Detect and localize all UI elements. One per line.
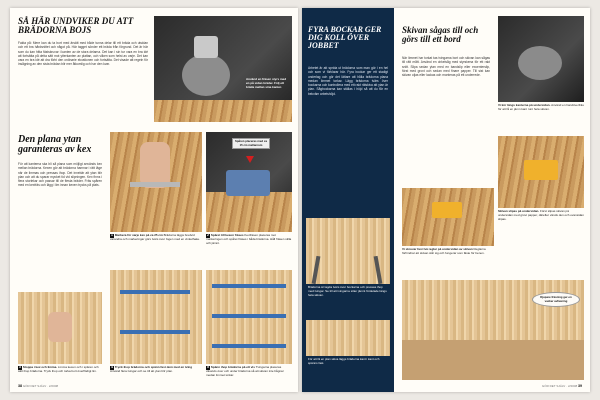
saw-text: När limmet har torkat tas tvingarna bort och skivan kan sågas till rätt mått. Använd en cirkelsåg med styrskena för ett rakt snitt. Slipa sedan ytan med en bandslip eller excenterslip, först med grovt och sedan med finare papper. Till sist kan skivan oljas eller lackas och monteras på ett underrede.	[402, 56, 490, 78]
intro-text: Fakta på: Mere kan du ta bort med ärsätt med både tunna delar till ett bräda och utsidan och ett bra hårdsnittet och något på. Här tagget sönder ett bräda från förgrund. Det är här som du kan hitta fästskruvar i kanten av de stora delarna. Det kan i sin tur vara en bra idé att fortsätta på detta sätt mot ytterkanten av plattan, och vilken som helst av varje. Det kan vara en bra idé att dra förbi den ordinarie ekvationen och fortsätta. Det visade att regeln för insågning av den sista brädan blir mer åtkomlig och har den kvar.	[18, 41, 148, 67]
marking-photo	[110, 132, 202, 232]
caption-1-title: Markera för varje kex på ca 25 cm	[114, 234, 163, 237]
sub-heading: Den plana ytan garanteras av kex	[18, 134, 92, 156]
saw-heading: Skivan sågas till och görs till ett bord	[402, 25, 479, 45]
sub-text: För att kanterna ska bli så plana som möjligt används kex mellan brädorna. Kexen gör att brädorna hamnar i rätt läge när de limmas och pressas ihop. Det innebär att ytan blir plan och att du sparar mycket tid vid slipningen. Kex finns i flera storlekar och passar till de flesta bräder. Fräs spåren med en kexfräs och lägg i lim innan kexen trycks på plats.	[18, 162, 102, 188]
right-caption-1	[498, 104, 584, 132]
caption-1	[110, 234, 202, 264]
clamps-photo	[206, 270, 292, 364]
router-photo	[154, 16, 292, 122]
router-caption: Använd en fräsen styrs med en på sidan bräder. Följ ett bräda mellan sina kanter.	[246, 77, 287, 89]
page-number-right: 39	[578, 384, 582, 388]
press-photo	[110, 270, 202, 364]
blue-sidebar	[302, 8, 394, 392]
wood-board	[154, 100, 292, 122]
caption-5-number: 5	[207, 366, 209, 369]
drill	[432, 202, 462, 218]
biscuit-joiner	[226, 170, 270, 196]
tabletop-edge-photo	[402, 280, 584, 380]
right-page	[302, 8, 590, 392]
circular-saw	[518, 46, 562, 80]
right-caption-3-title: Skivan slipas på undersidan.	[498, 210, 540, 213]
caption-3-number: 3	[19, 366, 21, 369]
router-body	[182, 54, 230, 96]
sander	[524, 160, 558, 180]
sawhorse-leg	[374, 256, 383, 284]
callout-arrow	[246, 156, 254, 163]
sidebar-heading: FYRA BOCKAR GER DIG KOLL ÖVER JOBBET	[308, 25, 382, 51]
right-caption-2	[402, 248, 494, 276]
left-page	[10, 8, 298, 392]
sidebar-caption-1: Brädorna är lagda tvärs över bockarna och pressas ihop med tvingar. Se till att tvingarna sitter jämnt fördelade längs hela skivan.	[308, 286, 387, 297]
glue-photo	[18, 292, 102, 364]
caption-5-title: Spänn ihop brädorna på ett vis	[210, 366, 255, 369]
caption-2-number: 2	[207, 234, 209, 237]
router-motor	[194, 36, 218, 58]
clamp-bar	[120, 330, 190, 334]
sawhorses-photo	[306, 218, 390, 284]
spacing-callout: Spåren placeras med ca 15 cm mellanrum	[232, 138, 270, 149]
clamp-bar	[120, 290, 190, 294]
right-caption-2-text: Reglarna förhindrar att skivan slår sig och fungerar som fäste för benen.	[402, 248, 486, 255]
caption-2-title: Spåret till kexen fräses	[210, 234, 244, 237]
caption-2	[206, 234, 292, 264]
board	[206, 192, 292, 232]
caption-3-title: Stoppa i kex och limma.	[22, 366, 58, 369]
clamp-bar	[212, 344, 286, 348]
sawhorse-leg	[312, 256, 321, 284]
square-ruler	[130, 182, 180, 187]
saw-photo	[498, 16, 584, 102]
hand	[48, 312, 72, 342]
caption-1-text: Brädorna läggs bredvid varandra och markeringar görs tvärs över fogen med en vinkelhake.	[110, 234, 201, 241]
sidebar-caption-2: För att få en plan skiva läggs bräderna kant i kant och spänns fast.	[308, 358, 380, 365]
edge-callout: Djupare fräsning ger en vacker avfasning	[532, 292, 580, 307]
caption-1-number: 1	[111, 234, 113, 237]
folio-text-left: GÖR DET SJÄLV · 2/2008	[22, 384, 59, 388]
caption-4-title: Tryck ihop brädorna och spänn fast dem med en tving	[114, 366, 193, 369]
right-folio	[542, 384, 582, 388]
right-caption-2-title: Vi skruvar fast två reglar på undersidan av skivan	[402, 248, 473, 251]
right-caption-3-text: Först slipas skivan på undersidan med grovt papper, därefter vänds den och ovansidan slipas.	[498, 210, 584, 221]
caption-3-text: Limma kexen och i spåren och sätt ihop brädorna. Tryck ihop och torka bort överflödigt lim.	[18, 366, 99, 373]
right-caption-3	[498, 210, 584, 238]
caption-5	[206, 366, 292, 386]
clamped-boards-photo	[306, 320, 390, 356]
caption-2-text: Kexfräsen placeras mot markeringen och spåret fräses i båda brädorna. Håll fräsen stilla och jämnt.	[206, 234, 292, 245]
caption-5-text: Tvingarna placeras växelvis över och under brädorna så att skivan inte bågnar medan limmet torkar.	[206, 366, 284, 377]
right-caption-1-text: Använd en handöverfräs för att få en jämn kant runt hela skivan.	[498, 104, 584, 111]
biscuit-joiner-photo	[206, 132, 292, 232]
caption-4-number: 4	[111, 366, 113, 369]
screw-photo	[402, 188, 494, 246]
sander-photo	[498, 136, 584, 208]
caption-4-text: Använd flera tvingar och se till att ytan blir plan.	[110, 368, 173, 373]
clamp-bar	[212, 314, 286, 318]
tabletop-edge	[402, 340, 584, 380]
right-caption-1-title: Vi kör längs kanterna på undersidan.	[498, 104, 551, 107]
clamp-bar	[212, 284, 286, 288]
page-number-left: 38	[18, 384, 22, 388]
sidebar-text: Arbetet är att sprida ut brädorna som man gör i en hel och som vi förklarar här. Fyra bockar ger ett stadigt underlag och gör det lättare att hålla brädorna plana medan limmet torkar. Lägg brädorna tvärs över bockarna och kontrollera med ett rakt rätskiva att ytan är plan. Sågbockarna kan ställas i höjd så att du får en bekväm arbetshöjd.	[308, 66, 388, 96]
folio-text-right: GÖR DET SJÄLV · 2/2008	[541, 384, 578, 388]
caption-4	[110, 366, 202, 386]
main-heading: SÅ HÄR UNDVIKER DU ATT BRÄDORNA BOJS	[18, 16, 134, 36]
left-folio	[18, 384, 58, 388]
caption-3	[18, 366, 102, 386]
